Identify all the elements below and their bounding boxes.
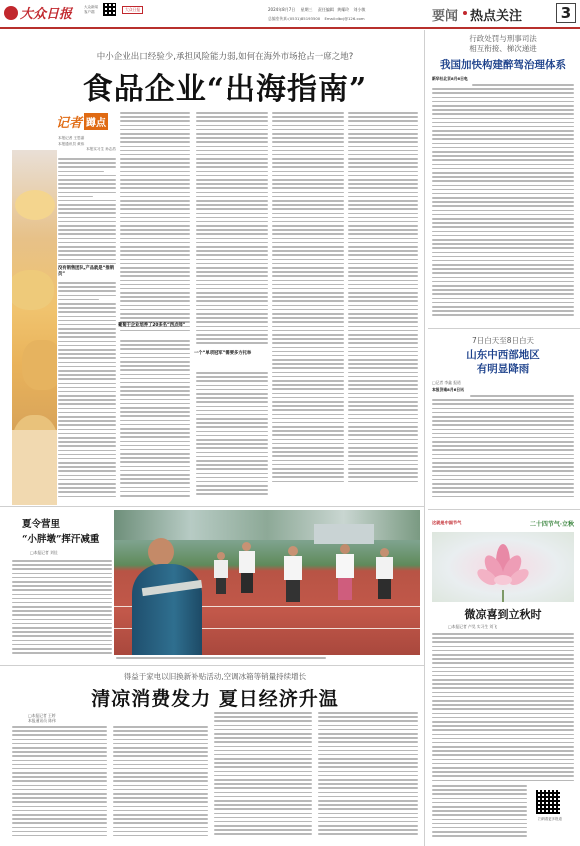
section-label: 要闻 [432, 9, 459, 24]
section-divider-kids [0, 665, 424, 666]
solar-byline: □本报记者 卢昊 实习生 刘飞 [448, 624, 497, 629]
lotus-icon [432, 532, 574, 602]
masthead-badge: 大众日报 [122, 6, 143, 14]
lead-body-col-1b [58, 282, 116, 500]
child-figure [284, 546, 302, 612]
right-mid-headline: 山东中西部地区 有明显降雨 [466, 349, 540, 375]
right-top-body [432, 84, 574, 324]
bottom-body-col-1 [12, 726, 107, 842]
solar-body-2 [432, 785, 527, 840]
page-number: 3 [556, 3, 576, 23]
child-figure [239, 542, 255, 602]
solar-headline: 微凉喜到立秋时 [464, 608, 542, 621]
right-mid-kicker: 7日白天至8日白天 [471, 336, 535, 345]
topic-label: 热点关注 [470, 9, 523, 24]
lead-body-col-4 [272, 112, 344, 500]
section-divider-right-2 [428, 509, 580, 510]
newspaper-logo: 大众日报 [4, 3, 72, 22]
solar-badge: 这就是中国节气 [432, 520, 462, 525]
child-figure [376, 548, 393, 608]
lead-body-col-2b [120, 340, 190, 500]
issue-info: 2024年8月7日 星期三 责任编辑 黄耀玲 刘小敏 [268, 7, 366, 12]
lead-body-col-5 [348, 112, 418, 500]
kids-byline: □本报记者 刘佳 [30, 550, 58, 555]
bottom-headline: 清凉消费发力 夏日经济升温 [91, 688, 339, 710]
subhead-1: 没有销售团队,产品就是“推销员” [58, 266, 115, 277]
masthead [0, 0, 580, 27]
lead-kicker: 中小企业出口经验少,承担风险能力弱,如何在海外市场抢占一席之地? [96, 52, 354, 62]
lotus-photo [432, 532, 574, 602]
bottom-body-col-4 [318, 712, 418, 842]
lead-body-col-3 [196, 112, 268, 348]
solar-qr-code[interactable] [536, 790, 560, 814]
bottom-body-col-2 [113, 726, 208, 842]
child-figure [214, 552, 228, 602]
kids-body [12, 560, 112, 660]
bottom-kicker: 得益于家电以旧换新补贴活动,空调冰箱等销量持续增长 [123, 672, 307, 681]
right-mid-byline: □记者 李鑫 报道 [432, 380, 461, 385]
right-mid-body [432, 395, 574, 507]
qr-small-icon [103, 3, 116, 16]
solar-column: 二十四节气·立秋 [529, 520, 574, 528]
right-top-dateline: 新华社北京8月6日电 [432, 76, 468, 81]
lead-body-col-2 [120, 112, 190, 334]
section-dot [463, 11, 467, 15]
food-photo-2 [12, 430, 57, 505]
solar-body [432, 633, 574, 783]
right-top-headline: 我国加快构建醉驾治理体系 [440, 59, 566, 71]
lead-body-col-3b [196, 372, 268, 500]
logo-mark-icon [4, 6, 18, 20]
bottom-body-col-3 [214, 712, 312, 842]
child-figure [336, 544, 354, 608]
reporter-column-badge: 记者 蹲点 [56, 112, 108, 131]
bottom-byline: □本报记者 王婷 本报通讯员 陈伟 [28, 713, 56, 723]
lead-body-col-1 [58, 158, 116, 265]
solar-term-banner [432, 516, 574, 530]
masthead-rule [0, 27, 580, 29]
section-divider-right-1 [428, 328, 580, 329]
solar-scan-caption: 扫码看更多报道 [538, 817, 562, 821]
coach-figure [118, 538, 208, 655]
subhead-3: 一个“单项冠军”需要多方托举 [194, 351, 252, 356]
subhead-2: 葡萄干企业培养了20多名“西点师” [118, 323, 186, 328]
masthead-sub: 大众新闻 客户端 [84, 5, 98, 14]
kids-photo [114, 510, 420, 655]
column-divider [424, 30, 425, 846]
kids-headline: “小胖墩”挥汗减重 [22, 534, 100, 545]
lead-byline: 本报记者 王思嘉 本报通讯员 黄伟 本报实习生 孙志浩 [58, 136, 116, 152]
section-divider-lead [0, 506, 424, 507]
kids-photo-caption [116, 657, 416, 663]
right-top-kicker: 行政处罚与刑事司法 相互衔接、梯次递进 [469, 34, 537, 53]
lead-headline: 食品企业“出海指南” [82, 72, 368, 107]
contact-info: 总编室传真:(0531)85193500 Email:dbcj@126.com [268, 16, 365, 21]
right-mid-lead: 本报济南8月6日讯 [432, 387, 464, 392]
kids-kicker: 夏令营里 [22, 519, 61, 530]
